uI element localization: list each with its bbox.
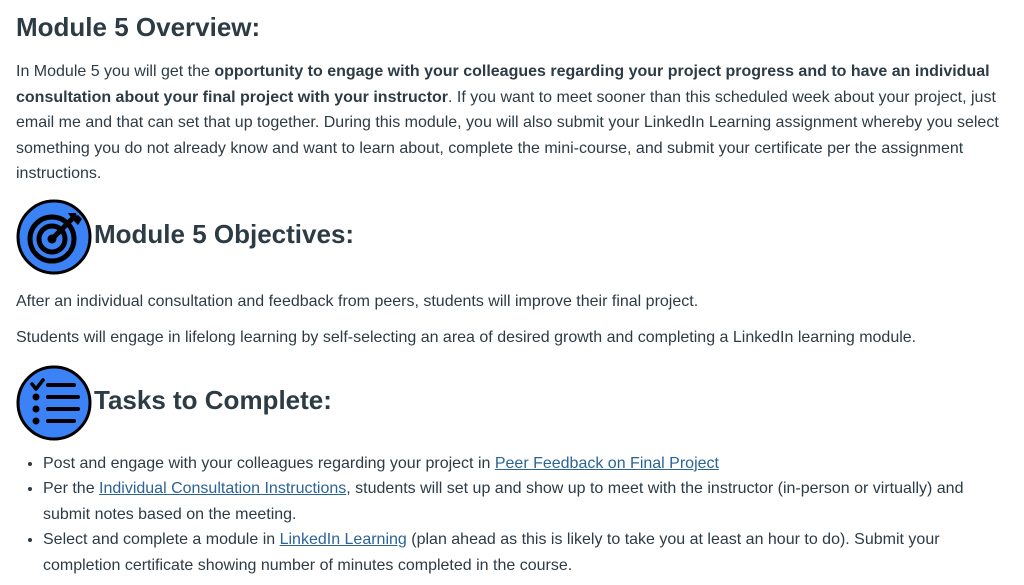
overview-bold-text: opportunity to engage with your colleagues regarding your project progress and to have an individual consultation about your final project with your instructor bbox=[16, 63, 990, 106]
overview-heading: Module 5 Overview: bbox=[16, 12, 261, 42]
task-text: Per the bbox=[43, 480, 100, 498]
tasks-heading: Tasks to Complete: bbox=[94, 385, 332, 416]
peer-feedback-link[interactable]: Peer Feedback on Final Project bbox=[494, 454, 719, 472]
task-list bbox=[16, 451, 1008, 579]
task-item bbox=[43, 527, 1008, 578]
task-text: (plan ahead as this is likely to take you at least an hour to do). Submit your completion certificate showing number of minutes completed in the course. bbox=[43, 531, 940, 574]
overview-text-start: In Module 5 you will get the bbox=[16, 63, 215, 81]
checklist-icon bbox=[16, 365, 92, 441]
objective-item: After an individual consultation and feedback from peers, students will improve their final project. bbox=[16, 292, 699, 310]
task-item bbox=[43, 451, 1008, 477]
target-icon bbox=[16, 199, 92, 275]
task-item bbox=[43, 476, 1008, 527]
task-text: , students will set up and show up to meet with the instructor (in-person or virtually) and submit notes based on the meeting. bbox=[43, 480, 964, 523]
tasks-heading-row bbox=[16, 365, 1008, 441]
consultation-instructions-link[interactable]: Individual Consultation Instructions bbox=[99, 480, 347, 498]
overview-text-end: . If you want to meet sooner than this scheduled week about your project, just email me and that can set that up together. During this module, you will also submit your LinkedIn Learning assignment whereby you select something you do not already know and want to learn about, complete the mini-course, and submit your certificate per the assignment instructions. bbox=[16, 88, 999, 183]
objectives-heading: Module 5 Objectives: bbox=[94, 219, 355, 250]
objectives-heading-row bbox=[16, 199, 1008, 275]
linkedin-learning-link[interactable]: LinkedIn Learning bbox=[279, 531, 407, 549]
task-text: Select and complete a module in bbox=[43, 531, 280, 549]
overview-paragraph bbox=[16, 59, 1008, 187]
task-text: Post and engage with your colleagues regarding your project in bbox=[43, 454, 495, 472]
objective-item: Students will engage in lifelong learning by self-selecting an area of desired growth and completing a LinkedIn learning module. bbox=[16, 329, 917, 347]
